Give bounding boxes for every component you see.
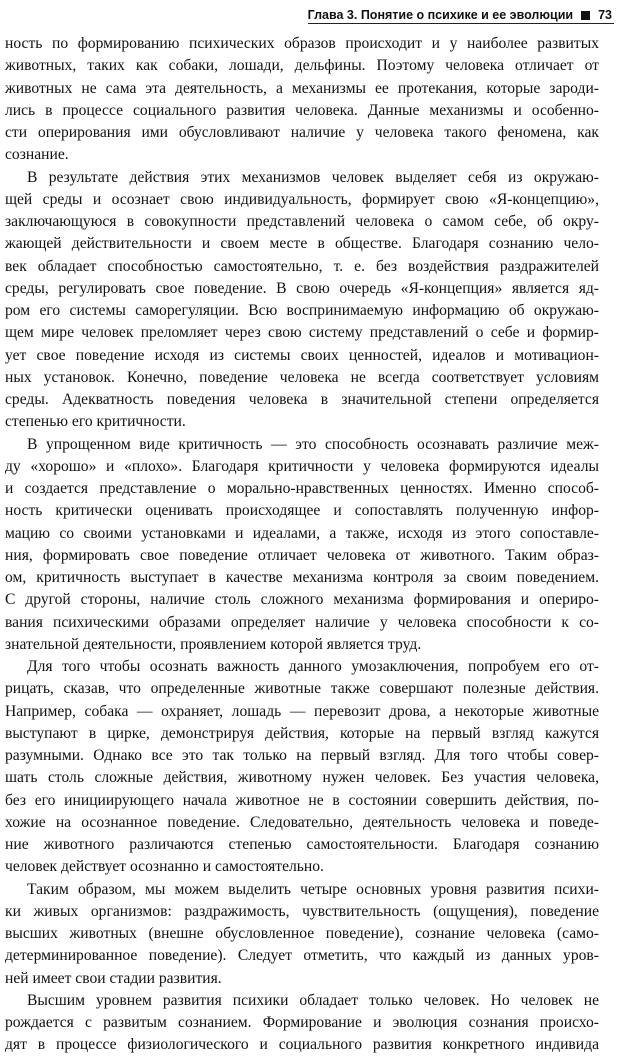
text-line: вания психическими образами определяет наличие у человека способности к со- — [5, 613, 599, 631]
text-line: ния, формировать свое поведение отличает человека от животного. Таким образ- — [5, 546, 599, 564]
text-line: человек действует осознанно и самостоятельно. — [5, 858, 324, 876]
text-line: степенью его критичности. — [5, 413, 186, 431]
text-line: животных, таких как собаки, лошади, дельфины. Поэтому человека отличает от — [5, 57, 599, 75]
text-line: мацию со своими установками и идеалами, а также, исходя из этого сопоставле- — [5, 524, 599, 542]
text-line: без его инициирующего начала животное не в состоянии совершить действия, по- — [5, 791, 599, 809]
text-line: век обладает способностью самостоятельно, т. е. без воздействия раздражителей — [5, 257, 599, 275]
text-line: животных не сама эта деятельность, а механизмы ее протекания, которые зароди- — [5, 79, 599, 97]
text-line: знательной деятельности, проявлением которой является труд. — [5, 635, 422, 653]
text-line: Таким образом, мы можем выделить четыре основных уровня развития психи- — [27, 880, 599, 898]
header-rule — [308, 23, 614, 24]
text-line: шать столь сложные действия, животному нужен человек. Без участия человека, — [5, 769, 599, 787]
text-line: выступают в цирке, демонстрируя действия, которые на первый взгляд кажутся — [5, 724, 599, 742]
text-line: Например, собака — охраняет, лошадь — перевозит дрова, а некоторые животные — [5, 702, 599, 720]
page-number: 73 — [598, 8, 612, 22]
text-line: сти оперирования ими обусловливают наличие у человека такого феномена, как — [5, 124, 599, 141]
text-line: ных установок. Конечно, поведение человека не всегда соответствует условиям — [5, 368, 599, 386]
text-line: заключающуюся в совокупности представлений человека о самом себе, об окру- — [5, 213, 599, 230]
text-line: ность критически оценивать происходящее и сопоставлять полученную инфор- — [5, 502, 599, 520]
text-line: Высшим уровнем развития психики обладает только человек. Но человек не — [27, 991, 599, 1009]
text-line: ние животного различаются степенью самостоятельности. Благодаря сознанию — [5, 836, 599, 853]
text-line: детерминированное поведение). Следует отметить, что каждый из данных уров- — [5, 947, 599, 965]
text-line: Для того чтобы осознать важность данного умозаключения, попробуем его от- — [27, 658, 599, 675]
text-line: среды, регулировать свое поведение. В свою очередь «Я-концепция» является яд- — [5, 279, 599, 297]
text-line: щей среды и осознает свою индивидуальность, формирует свою «Я-концепцию», — [5, 190, 599, 208]
running-title: Глава 3. Понятие о психике и ее эволюции — [307, 8, 574, 22]
header-square-icon — [581, 11, 590, 20]
running-header — [308, 0, 612, 22]
text-line: ром его системы саморегуляции. Всю воспринимаемую информацию об окружаю- — [5, 302, 599, 319]
text-line: В упрощенном виде критичность — это способность осознавать различие меж- — [27, 435, 599, 453]
text-line: ует свое поведение исходя из системы своих ценностей, идеалов и мотивацион- — [5, 346, 599, 364]
text-line: хожие на осознанное поведение. Следовательно, деятельность человека и поведе- — [5, 813, 599, 831]
text-line: сознание. — [5, 146, 69, 164]
body-text — [5, 33, 599, 1057]
text-line: среды. Адекватность поведения человека в значительной степени определяется — [5, 391, 599, 408]
text-line: С другой стороны, наличие столь сложного механизма формирования и опериро- — [5, 591, 599, 609]
text-line: дят в процессе физиологического и социального развития конкретного индивида — [5, 1036, 599, 1054]
text-line: щем мире человек преломляет через свою систему представлений о себе и формир- — [5, 324, 599, 342]
text-line: ом, критичность выступает в качестве механизма контроля за своим поведением. — [5, 569, 599, 586]
text-line: ду «хорошо» и «плохо». Благодаря критичности у человека формируются идеалы — [5, 457, 599, 475]
text-line: рождается с развитым сознанием. Формирование и эволюция сознания происхо- — [5, 1014, 599, 1031]
text-line: и создается представление о морально-нравственных ценностях. Именно способ- — [5, 480, 599, 497]
text-line: В результате действия этих механизмов человек выделяет себя из окружаю- — [27, 168, 599, 186]
text-line: высших животных (внешне обусловленное поведение), сознание человека (само- — [5, 925, 599, 942]
text-line: ность по формированию психических образов происходит и у наиболее развитых — [5, 35, 599, 52]
text-line: ней имеет свои стадии развития. — [5, 969, 222, 987]
text-line: рицать, сказав, что определенные животные также совершают полезные действия. — [5, 680, 599, 698]
text-line: жающей действительности и своем месте в обществе. Благодаря сознанию чело- — [5, 235, 599, 253]
text-line: разумными. Однако все это так только на первый взгляд. Для того чтобы совер- — [5, 747, 599, 764]
text-line: лись в процессе социального развития человека. Данные механизмы и особенно- — [5, 101, 599, 119]
text-line: ки живых организмов: раздражимость, чувствительность (ощущения), поведение — [5, 902, 599, 920]
